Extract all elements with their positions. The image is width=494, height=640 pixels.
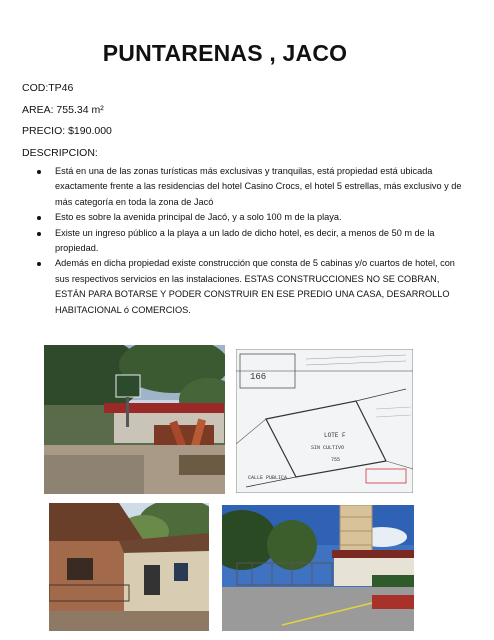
page-title: PUNTARENAS , JACO (102, 40, 348, 66)
street-gate-photo (222, 505, 414, 631)
list-item: Existe un ingreso público a la playa a un lado de dicho hotel, es decir, a menos de 50 m de la propiedad. (22, 226, 462, 257)
list-item: Está en una de las zonas turísticas más exclusivas y tranquilas, está propiedad está ubicada exactamente frente a las residencias del hotel Casino Crocs, el hotel 5 estrellas, más exclusivo y de más categoría en toda la zona de Jacó (22, 164, 462, 210)
description-heading: DESCRIPCION: (22, 147, 98, 159)
survey-plan-image (236, 349, 413, 493)
list-item: Además en dicha propiedad existe construcción que consta de 5 cabinas y/o cuartos de hotel, con sus respectivos servicios en las instalaciones. ESTAS CONSTRUCCIONES NO SE COBRAN, ESTÁN PARA BOTARSE Y PODER CONSTRUIR EN ESE PREDIO UNA CASA, DESARROLLO HABITACIONAL ó COMERCIOS. (22, 256, 462, 318)
plan-number-label: 166 (250, 372, 267, 382)
list-item: Esto es sobre la avenida principal de Jacó, y a solo 100 m de la playa. (22, 210, 462, 225)
property-price: PRECIO: $190.000 (22, 125, 112, 137)
property-area: AREA: 755.34 m² (22, 104, 104, 116)
property-code: COD:TP46 (22, 82, 74, 94)
plan-area-label: 755 (331, 457, 341, 463)
description-list (22, 164, 462, 318)
cabins-photo (49, 503, 209, 631)
plan-status-label: SIN CULTIVO (311, 445, 345, 451)
plan-lot-label: LOTE F (324, 432, 346, 439)
street-photo (44, 345, 225, 494)
plan-road-label: CALLE PUBLICA (248, 475, 288, 481)
